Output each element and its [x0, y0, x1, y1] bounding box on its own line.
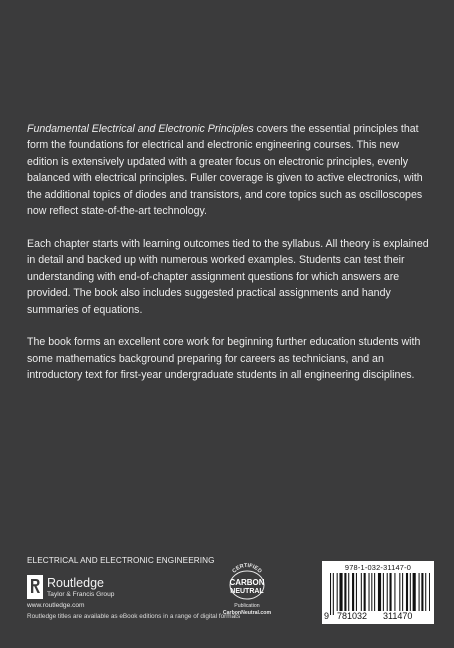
barcode-bar	[399, 573, 400, 611]
carbon-line2: NEUTRAL	[230, 588, 264, 595]
barcode-digits-left: 781032	[337, 611, 368, 621]
barcode-bar	[390, 573, 392, 615]
ebook-note: Routledge titles are available as eBook editions in a range of digital formats	[27, 613, 241, 620]
barcode-bar	[371, 573, 372, 611]
publisher-name: Routledge	[47, 576, 104, 590]
publisher-url: www.routledge.com	[27, 602, 85, 609]
carbon-url: CarbonNeutral.com	[222, 610, 272, 616]
barcode-bar	[429, 573, 430, 611]
barcode-bar	[348, 573, 349, 611]
barcode-bar	[361, 573, 362, 611]
carbon-neutral-logo	[223, 563, 271, 621]
blurb-paragraph-3: The book forms an excellent core work for beginning further education students with some mathematics background preparing for careers as technicians, and an introductory text for first-year undergraduate students in all engineering disciplines.	[27, 336, 421, 382]
barcode-digits-right: 311470	[383, 611, 413, 621]
barcode-bar	[383, 573, 384, 611]
back-cover-blurb	[27, 121, 431, 400]
barcode-bar	[378, 573, 381, 611]
barcode-bar	[352, 573, 354, 611]
barcode-bar	[374, 573, 375, 611]
carbon-neutral-badge-icon	[223, 563, 271, 603]
barcode-digit-first: 9	[324, 611, 330, 621]
barcode-bar	[421, 573, 423, 611]
blurb-paragraph-1-text: covers the essential principles that form the foundations for electrical and electronic engineering courses. This new edition is extensively updated with a greater focus on electronic principles, evenly balanced with electrical principles. Fuller coverage is given to active electronics, with the additional topics of diodes and transistors, and core topics such as oscilloscopes now reflect state-of-the-art technology.	[27, 123, 423, 218]
barcode-bar	[344, 573, 346, 611]
barcode-bar	[330, 573, 331, 615]
barcode-bar	[356, 573, 357, 611]
subject-category: ELECTRICAL AND ELECTRONIC ENGINEERING	[27, 556, 215, 565]
routledge-r-icon	[27, 575, 43, 599]
carbon-line1: CARBON	[229, 578, 265, 587]
barcode-bar	[402, 573, 403, 611]
barcode-bar	[337, 573, 338, 611]
isbn-barcode	[322, 561, 434, 624]
barcode-bar	[410, 573, 411, 611]
barcode-bar	[387, 573, 388, 615]
isbn-number: 978-1-032-31147-0	[344, 563, 412, 572]
carbon-publication: Publication	[234, 603, 260, 609]
barcode-bar	[333, 573, 334, 615]
barcode-bar	[425, 573, 426, 611]
barcode-bar	[413, 573, 416, 611]
publisher-group: Taylor & Francis Group	[47, 591, 115, 598]
book-title-italic: Fundamental Electrical and Electronic Principles	[27, 123, 254, 135]
barcode-bars	[330, 573, 430, 615]
barcode-bar	[394, 573, 395, 611]
carbon-certified-text: CERTIFIED	[231, 563, 263, 575]
barcode-bar	[406, 573, 408, 611]
barcode-bar	[419, 573, 420, 611]
blurb-paragraph-2: Each chapter starts with learning outcomes tied to the syllabus. All theory is explained in detail and backed up with numerous worked examples. Students can test their understanding with end-of-chapter assignment questions for which answers are provided. The book also includes suggested practical assignments and handy summaries of equations.	[27, 237, 429, 316]
barcode-bar	[364, 573, 366, 611]
barcode-bar	[339, 573, 342, 611]
blurb-paragraph-1	[27, 121, 431, 219]
barcode-digits	[322, 611, 434, 623]
barcode-bar	[369, 573, 370, 611]
